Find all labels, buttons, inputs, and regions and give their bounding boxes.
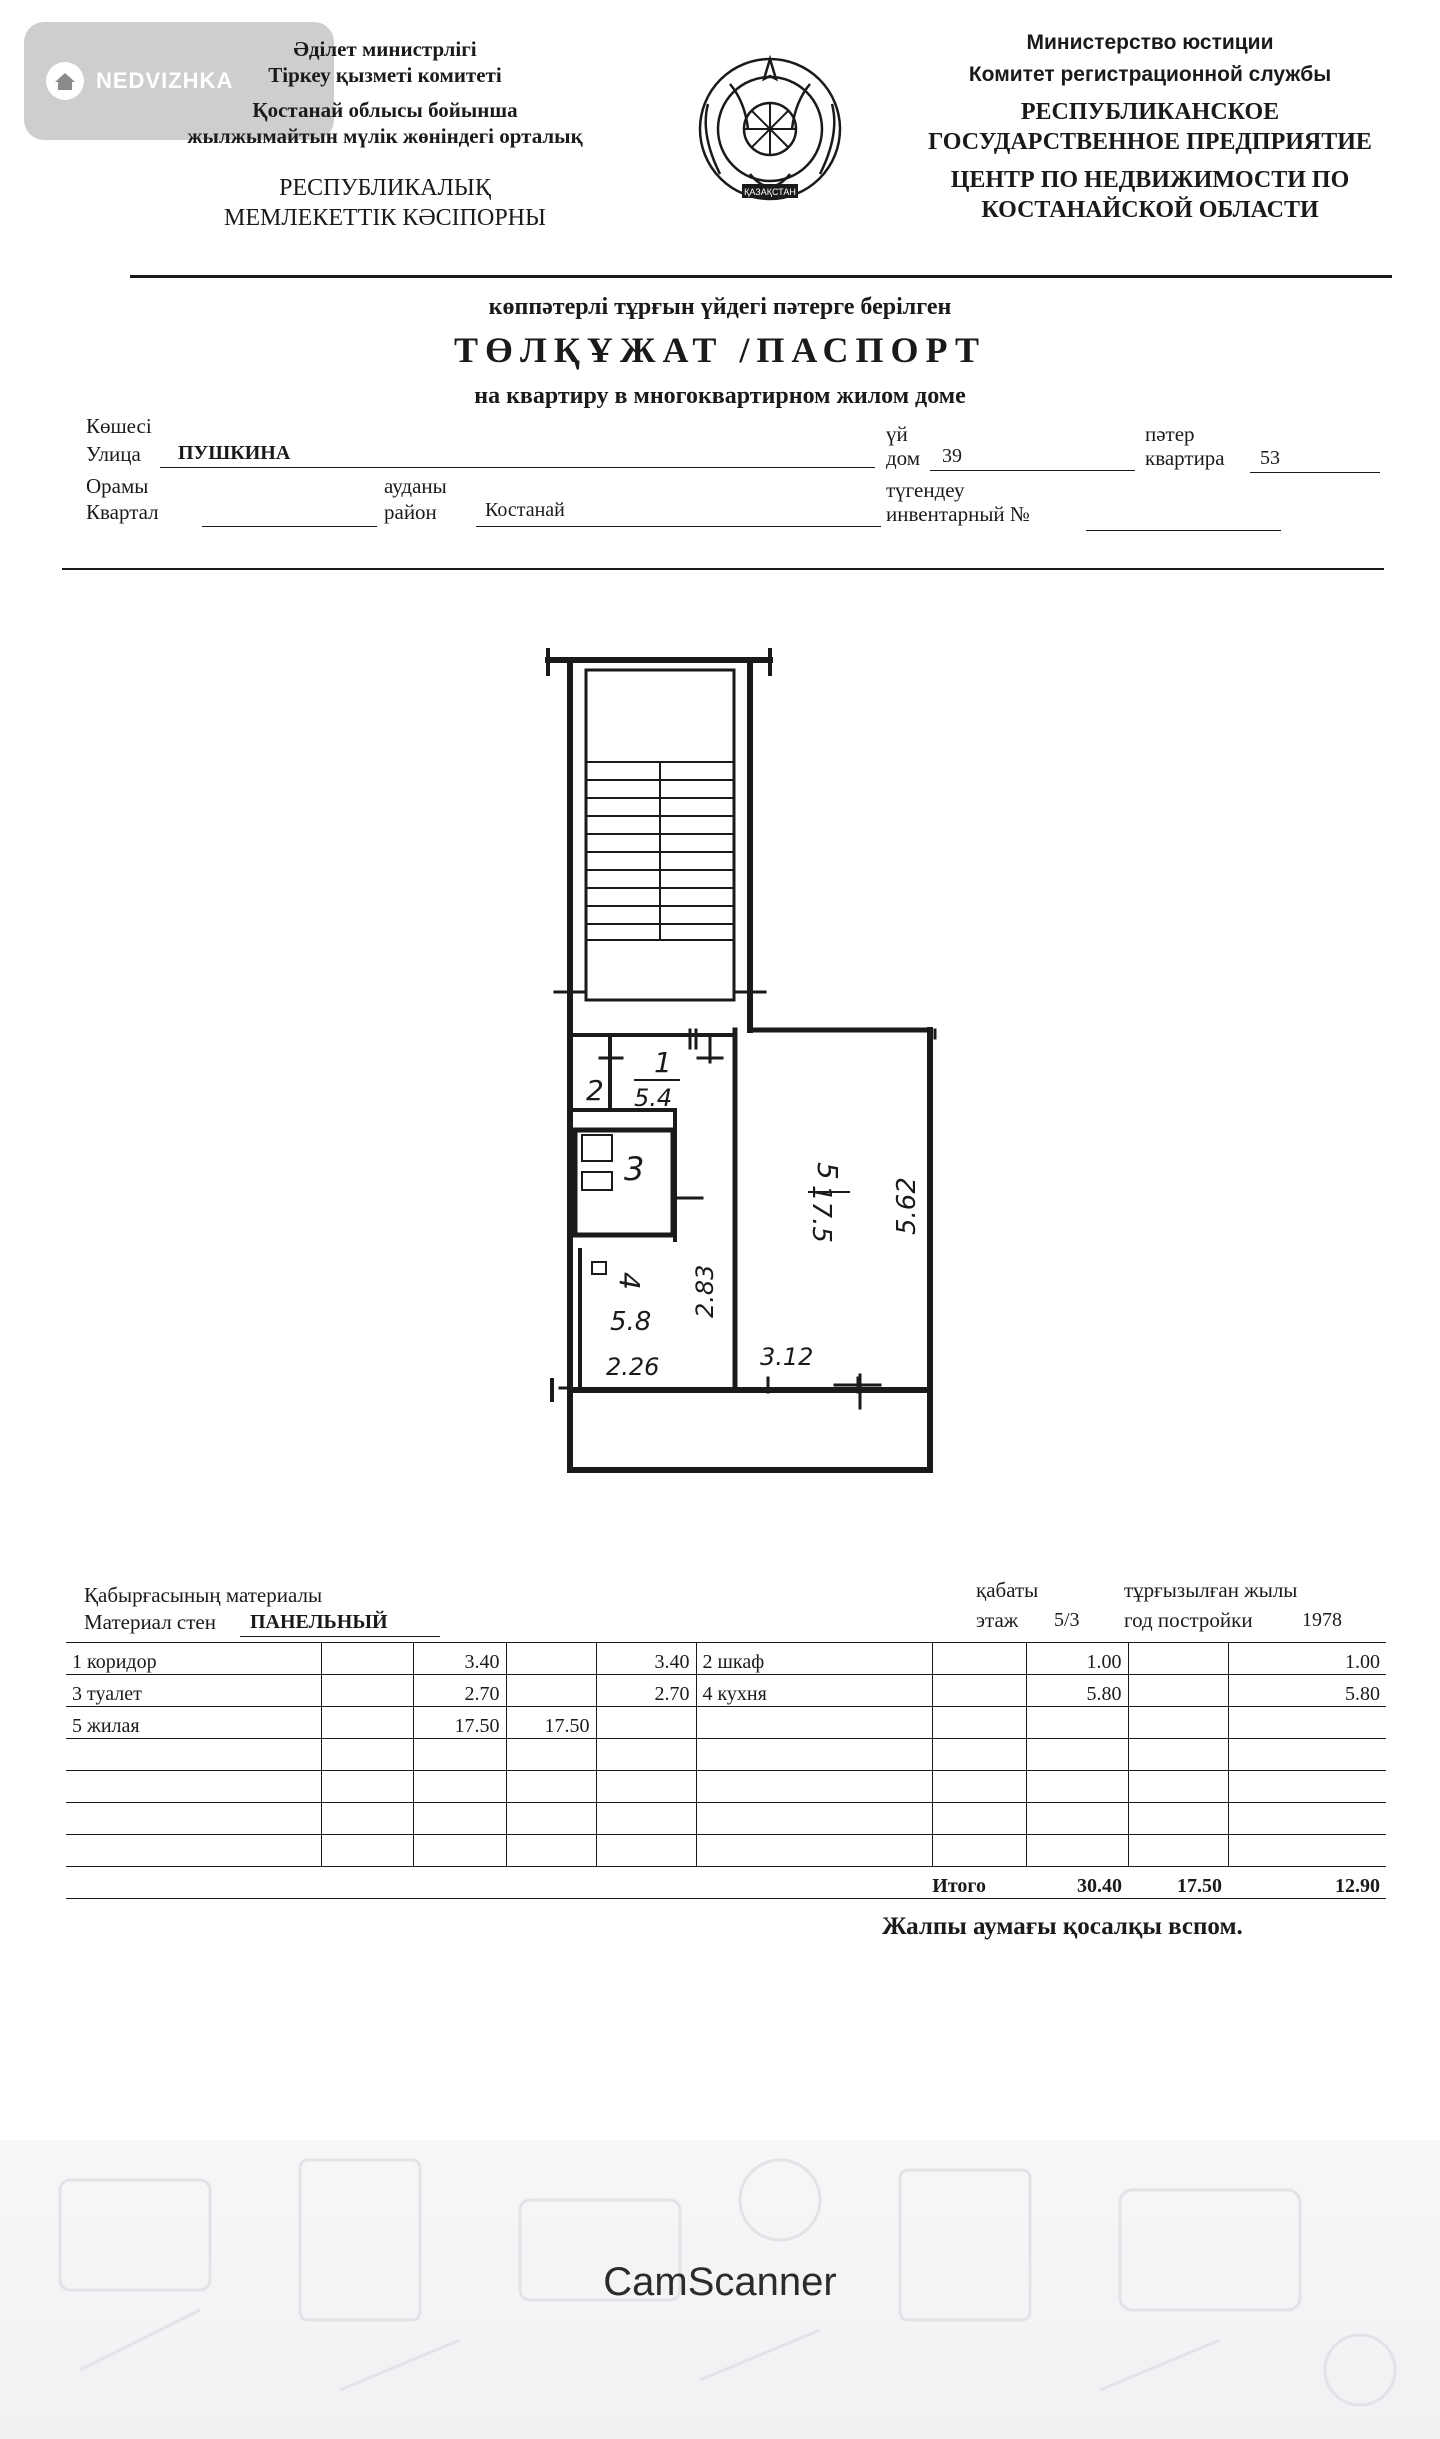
table-cell: 17.50 [506, 1707, 596, 1739]
dim-312: 3.12 [760, 1343, 814, 1371]
table-cell: 1.00 [1026, 1643, 1128, 1675]
table-cell [596, 1707, 696, 1739]
table-row [66, 1771, 1386, 1803]
table-cell [1128, 1675, 1228, 1707]
table-cell [413, 1803, 506, 1835]
room-4-num: 4 [613, 1272, 646, 1290]
room-1-area: 5.4 [634, 1084, 673, 1112]
district-label-kz: ауданы [384, 474, 447, 498]
table-cell: 5.80 [1228, 1675, 1386, 1707]
table-cell [321, 1675, 413, 1707]
table-cell: 4 кухня [696, 1675, 932, 1707]
table-cell [506, 1643, 596, 1675]
material-label-ru: Материал стен [84, 1610, 216, 1634]
header-left-line6: МЕМЛЕКЕТТІК КӘСІПОРНЫ [224, 205, 546, 231]
table-cell [66, 1771, 321, 1803]
total-aux: 12.90 [1335, 1875, 1380, 1897]
table-row [66, 1643, 1386, 1675]
floor-label-kz: қабаты [976, 1578, 1039, 1602]
area-table [66, 1642, 1386, 1899]
table-cell: 2.70 [413, 1675, 506, 1707]
table-cell [932, 1707, 1026, 1739]
table-cell [932, 1771, 1026, 1803]
table-cell: 17.50 [413, 1707, 506, 1739]
header-right [900, 30, 1400, 225]
header-right-line4: ГОСУДАРСТВЕННОЕ ПРЕДПРИЯТИЕ [928, 128, 1372, 155]
header-right-line1: Министерство юстиции [1026, 31, 1274, 54]
table-cell [413, 1771, 506, 1803]
table-cell [932, 1643, 1026, 1675]
table-row [66, 1675, 1386, 1707]
header-right-line2: Комитет регистрационной службы [968, 63, 1332, 87]
street-value: ПУШКИНА [178, 442, 291, 464]
header-left-line5: РЕСПУБЛИКАЛЫҚ [279, 175, 491, 201]
table-cell [1128, 1771, 1228, 1803]
header-right-line3: РЕСПУБЛИКАНСКОЕ [1020, 98, 1280, 125]
table-row [66, 1803, 1386, 1835]
table-cell: 2 шкаф [696, 1643, 932, 1675]
district-label-ru: район [384, 500, 437, 524]
header-right-line6: КОСТАНАЙСКОЙ ОБЛАСТИ [981, 196, 1319, 223]
table-cell [66, 1803, 321, 1835]
apt-label-ru: квартира [1145, 446, 1225, 470]
table-cell [932, 1675, 1026, 1707]
room-4-area: 5.8 [610, 1307, 652, 1337]
quarter-label-kz: Орамы [86, 474, 149, 498]
table-cell: 5 жилая [66, 1707, 321, 1739]
table-cell [932, 1739, 1026, 1771]
table-cell [1128, 1739, 1228, 1771]
table-cell [321, 1739, 413, 1771]
dim-226: 2.26 [606, 1353, 660, 1381]
room-5-num: 5 [811, 1162, 844, 1180]
year-label-ru: год постройки [1124, 1608, 1253, 1632]
room-1-num: 1 [654, 1046, 672, 1079]
header-left-line1: Әділет министрлігі [293, 37, 477, 61]
street-underline [160, 467, 875, 468]
table-cell [1026, 1835, 1128, 1867]
table-cell [1026, 1707, 1128, 1739]
table-cell [1228, 1803, 1386, 1835]
header-left-line2: Тіркеу қызметі комитеті [268, 63, 502, 88]
title-subtitle-kz: көппәтерлі тұрғын үйдегі пәтерге берілген [488, 294, 952, 320]
table-cell [506, 1739, 596, 1771]
table-cell [1128, 1803, 1228, 1835]
table-cell [1228, 1771, 1386, 1803]
table-cell [321, 1771, 413, 1803]
table-cell [66, 1739, 321, 1771]
table-cell [932, 1803, 1026, 1835]
floor-label-ru: этаж [976, 1608, 1019, 1632]
watermark-text: NEDVIZHKA [96, 68, 234, 93]
table-cell [1026, 1771, 1128, 1803]
table-cell [596, 1835, 696, 1867]
district-value: Костанай [485, 499, 565, 521]
quarter-label-ru: Квартал [86, 500, 159, 524]
table-cell [1026, 1803, 1128, 1835]
header-right-line5: ЦЕНТР ПО НЕДВИЖИМОСТИ ПО [950, 166, 1350, 193]
table-cell [1228, 1739, 1386, 1771]
total-living: 17.50 [1177, 1875, 1222, 1897]
table-cell [506, 1835, 596, 1867]
room-3-num: 3 [624, 1150, 645, 1188]
table-cell [321, 1835, 413, 1867]
table-cell [1228, 1835, 1386, 1867]
table-cell [321, 1643, 413, 1675]
table-cell [321, 1707, 413, 1739]
house-underline [930, 470, 1135, 471]
table-cell [696, 1835, 932, 1867]
table-cell: 2.70 [596, 1675, 696, 1707]
table-cell [596, 1771, 696, 1803]
table-cell [506, 1675, 596, 1707]
table-row [66, 1707, 1386, 1739]
table-cell [506, 1771, 596, 1803]
district-underline [476, 526, 881, 527]
street-label-kz: Көшесі [86, 414, 152, 438]
table-cell [696, 1739, 932, 1771]
room-5-area: 17.5 [806, 1185, 836, 1243]
apt-label-kz: пәтер [1145, 422, 1195, 446]
material-label-kz: Қабырғасының материалы [84, 1583, 323, 1607]
area-footer-label: Жалпы аумағы қосалқы вспом. [882, 1913, 1243, 1940]
title-main: ТӨЛҚҰЖАТ /ПАСПОРТ [453, 330, 987, 370]
house-label-kz: үй [886, 422, 908, 446]
total-row [66, 1867, 1386, 1899]
header-left-line3: Қостанай облысы бойынша [252, 97, 518, 122]
material-value: ПАНЕЛЬНЫЙ [250, 1611, 388, 1633]
table-cell [1128, 1707, 1228, 1739]
house-value: 39 [942, 445, 962, 467]
table-cell [932, 1835, 1026, 1867]
emblem-label: ҚАЗАҚСТАН [744, 187, 796, 197]
header-left [150, 36, 620, 233]
title-block [200, 292, 1240, 411]
table-cell [1026, 1739, 1128, 1771]
scanner-brand: CamScanner [603, 2260, 837, 2304]
table-cell [321, 1803, 413, 1835]
table-row [66, 1739, 1386, 1771]
table-cell: 3.40 [596, 1643, 696, 1675]
total-label: Итого [932, 1875, 986, 1897]
total-general: 30.40 [1077, 1875, 1122, 1897]
address-divider [62, 568, 1384, 570]
table-cell [1128, 1643, 1228, 1675]
scanner-footer [0, 2140, 1440, 2439]
dim-562: 5.62 [892, 1177, 922, 1235]
table-cell [1228, 1707, 1386, 1739]
apt-value: 53 [1260, 447, 1280, 469]
table-cell: 1.00 [1228, 1643, 1386, 1675]
dim-283: 2.83 [691, 1264, 719, 1318]
material-underline [240, 1636, 440, 1637]
table-cell: 3 туалет [66, 1675, 321, 1707]
title-subtitle-ru: на квартиру в многоквартирном жилом доме [474, 383, 966, 409]
table-cell [413, 1835, 506, 1867]
inv-label-kz: түгендеу [886, 478, 965, 502]
table-cell [66, 1835, 321, 1867]
table-cell [413, 1739, 506, 1771]
table-cell [596, 1739, 696, 1771]
room-2-num: 2 [586, 1074, 604, 1107]
floor-plan [530, 640, 960, 1510]
table-cell: 5.80 [1026, 1675, 1128, 1707]
table-cell: 1 коридор [66, 1643, 321, 1675]
table-cell [696, 1707, 932, 1739]
home-icon [44, 60, 86, 102]
street-label-ru: Улица [86, 442, 141, 466]
quarter-underline [202, 526, 377, 527]
inv-underline [1086, 530, 1281, 531]
table-cell: 3.40 [413, 1643, 506, 1675]
table-cell [696, 1803, 932, 1835]
table-cell [506, 1803, 596, 1835]
header-left-line4: жылжымайтын мүлік жөніндегі орталық [187, 123, 583, 148]
table-row [66, 1835, 1386, 1867]
table-cell [696, 1771, 932, 1803]
house-label-ru: дом [886, 446, 921, 470]
inv-label-ru: инвентарный № [886, 502, 1030, 526]
table-cell [596, 1803, 696, 1835]
year-value: 1978 [1302, 1609, 1342, 1631]
header-divider [130, 275, 1392, 278]
state-emblem [690, 34, 850, 224]
year-label-kz: тұрғызылған жылы [1124, 1578, 1298, 1602]
floor-value: 5/3 [1054, 1609, 1080, 1631]
apt-underline [1250, 472, 1380, 473]
table-cell [1128, 1835, 1228, 1867]
